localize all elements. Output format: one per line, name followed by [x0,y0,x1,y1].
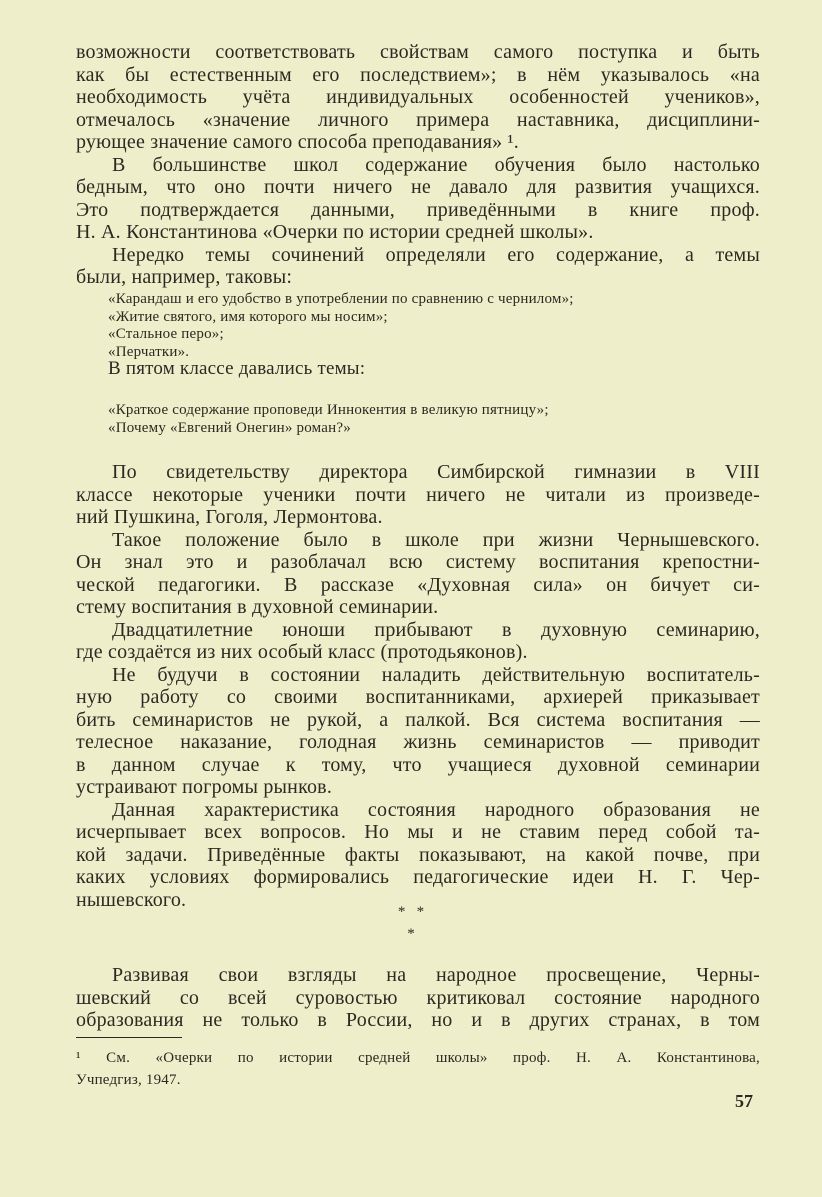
text-line: каких условиях формировались педагогические идеи Н. Г. Чер- [76,866,760,888]
text-line: стему воспитания в духовной семинарии. [76,596,439,618]
footnote [76,1047,760,1091]
text-line: В большинстве школ содержание обучения было настолько [112,153,760,176]
text-line: необходимость учёта индивидуальных особенностей учеников», [76,86,760,108]
text-line: Такое положение было в школе при жизни Чернышевского. [112,528,760,551]
section-separator-bottom: * [407,926,415,942]
essay-topics-list-1 [108,291,760,361]
text-block-1 [76,41,760,289]
text-line: рующее значение самого способа преподавания» ¹. [76,131,519,153]
text-line: образования не только в России, но и в других странах, в том [76,1009,760,1031]
text-block-2 [76,461,760,911]
text-line: шевский со всей суровостью критиковал состояние народного [76,986,760,1009]
text-line: Нередко темы сочинений определяли его содержание, а темы [112,243,760,266]
section-separator-top: * * [397,904,425,920]
text-line: в данном случае к тому, что учащиеся духовной семинарии [76,753,760,776]
text-line: Учпедгиз, 1947. [76,1072,181,1088]
text-line: Двадцатилетние юноши прибывают в духовную семинарию, [112,618,760,641]
footnote-rule [76,1037,182,1038]
text-line: где создаётся из них особый класс (протодьяконов). [76,641,528,663]
text-line: ний Пушкина, Гоголя, Лермонтова. [76,506,383,528]
text-line: отмечалось «значение личного примера наставника, дисциплини- [76,108,760,131]
text-line: Данная характеристика состояния народного образования не [112,798,760,821]
text-line: бедным, что оно почти ничего не давало для развития учащихся. [76,176,760,198]
text-line: были, например, таковы: [76,266,293,288]
text-line: Он знал это и разоблачал всю систему воспитания крепостни- [76,551,760,573]
text-line: «Житие святого, имя которого мы носим»; [108,308,388,325]
text-block-3 [76,964,760,1032]
text-line: Развивая свои взгляды на народное просвещение, Черны- [112,964,760,986]
text-line: устраивают погромы рынков. [76,776,333,798]
text-line: «Краткое содержание проповеди Иннокентия в великую пятницу»; [108,402,549,418]
text-line: Это подтверждается данными, приведёнными в книге проф. [76,198,760,221]
text-line: ную работу со своими воспитанниками, архиерей приказывает [76,686,760,708]
text-line: бить семинаристов не рукой, а палкой. Вся система воспитания — [76,708,760,731]
fifth-class-heading-wrap [108,360,760,378]
text-line: «Стальное перо»; [108,326,224,342]
text-line: По свидетельству директора Симбирской гимназии в VIII [112,461,760,483]
text-line: Н. А. Константинова «Очерки по истории средней школы». [76,221,594,243]
text-line: классе некоторые ученики почти ничего не читали из произведе- [76,483,760,506]
text-line: как бы естественным его последствием»; в нём указывалось «на [76,63,760,86]
text-line: «Почему «Евгений Онегин» роман?» [108,419,351,436]
text-line: исчерпывает всех вопросов. Но мы и не ставим перед собой та- [76,821,760,843]
text-line: ¹ См. «Очерки по истории средней школы» проф. Н. А. Константинова, [76,1050,760,1066]
text-line: Не будучи в состоянии наладить действительную воспитатель- [112,663,760,686]
page-number: 57 [735,1091,753,1111]
essay-topics-list-2 [108,402,760,437]
text-line: «Перчатки». [108,343,190,360]
text-line: телесное наказание, голодная жизнь семинаристов — приводит [76,731,760,753]
fifth-class-heading: В пятом классе давались темы: [108,358,366,379]
text-line: ческой педагогики. В рассказе «Духовная сила» он бичует си- [76,573,760,596]
text-line: нышевского. [76,888,187,911]
text-line: возможности соответствовать свойствам самого поступка и быть [76,41,760,63]
text-line: кой задачи. Приведённые факты показывают, на какой почве, при [76,843,760,866]
text-line: «Карандаш и его удобство в употреблении по сравнению с чернилом»; [108,291,574,307]
